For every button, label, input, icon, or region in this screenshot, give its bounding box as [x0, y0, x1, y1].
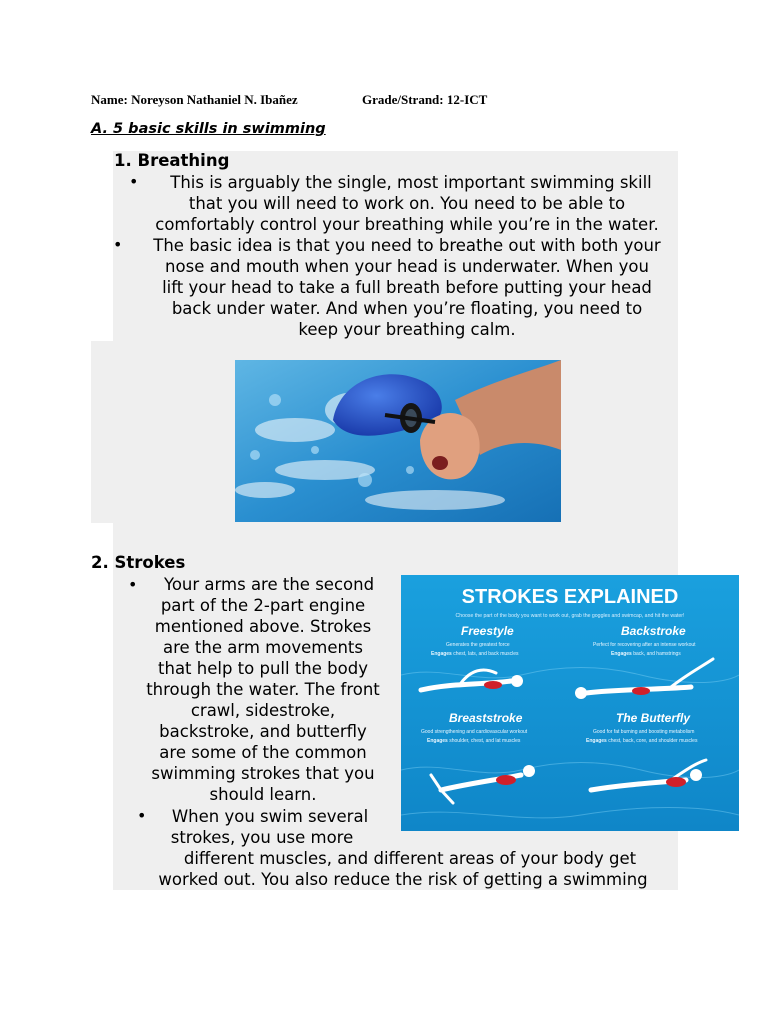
- engages-text: back, and hamstrings: [633, 651, 681, 657]
- strokes-bullet-1: [132, 574, 394, 805]
- section-title: A. 5 basic skills in swimming: [91, 121, 326, 137]
- butterfly-engages: [586, 738, 698, 744]
- text-line: are some of the common: [159, 743, 367, 762]
- breathing-heading: [114, 151, 229, 170]
- infographic-title: STROKES EXPLAINED: [461, 586, 679, 608]
- text-line: This is arguably the single, most important swimming skill: [170, 173, 652, 192]
- text-line: comfortably control your breathing while you’re in the water.: [155, 215, 659, 234]
- engages-text: chest, back, core, and shoulder muscles: [608, 738, 698, 744]
- freestyle-name: Freestyle: [461, 624, 514, 638]
- backstroke-name: Backstroke: [621, 624, 686, 638]
- text-line: keep your breathing calm.: [298, 320, 516, 339]
- breathing-bullet-1: [132, 172, 682, 235]
- text-line: that you will need to work on. You need to be able to: [188, 194, 626, 213]
- text-line: nose and mouth when your head is underwater. When you: [165, 257, 649, 276]
- text-line: different muscles, and different areas of your body get: [183, 849, 637, 868]
- text-line: backstroke, and butterfly: [159, 722, 367, 741]
- text-line: strokes, you use more: [170, 828, 354, 847]
- text-line: part of the 2-part engine: [160, 596, 366, 615]
- strokes-bullet-2: [132, 806, 392, 848]
- backstroke-engages: [611, 651, 681, 657]
- swimmer-photo: [235, 360, 561, 522]
- text-line: swimming strokes that you: [151, 764, 375, 783]
- text-line: are the arm movements: [162, 638, 363, 657]
- text-line: crawl, sidestroke,: [190, 701, 336, 720]
- freestyle-desc: Generates the greatest force: [446, 642, 510, 648]
- backstroke-desc: Perfect for recovering after an intense workout: [593, 642, 696, 648]
- breathing-bullet-2: [132, 235, 682, 340]
- strokes-bullet-2-cont: [128, 848, 678, 890]
- breaststroke-engages: [427, 738, 521, 744]
- text-line: lift your head to take a full breath before putting your head: [162, 278, 652, 297]
- infographic-subtitle: Choose the part of the body you want to work out, grab the goggles and swimcap, and hit the water!: [455, 613, 685, 619]
- bullet-dot: •: [113, 235, 123, 254]
- text-line: worked out. You also reduce the risk of getting a swimming: [158, 870, 648, 889]
- bullet-dot: •: [129, 172, 139, 191]
- student-name: Name: Noreyson Nathaniel N. Ibañez: [91, 92, 298, 107]
- grade-strand: Grade/Strand: 12-ICT: [362, 92, 488, 107]
- text-line: that help to pull the body: [158, 659, 368, 678]
- document-header: [91, 92, 488, 108]
- engages-text: shoulder, chest, and lat muscles: [449, 738, 521, 744]
- butterfly-name: The Butterfly: [616, 711, 691, 725]
- text-line: The basic idea is that you need to breathe out with both your: [153, 236, 661, 255]
- engages-label: Engages: [427, 738, 448, 744]
- bullet-dot: •: [128, 575, 138, 594]
- engages-label: Engages: [611, 651, 632, 657]
- engages-label: Engages: [586, 738, 607, 744]
- text-line: Your arms are the second: [163, 575, 375, 594]
- bullet-dot: •: [137, 806, 147, 825]
- breaststroke-name: Breaststroke: [449, 711, 523, 725]
- text-line: When you swim several: [171, 807, 369, 826]
- breathing-heading-number: 1.: [114, 151, 132, 170]
- butterfly-desc: Good for fat burning and boosting metabolism: [593, 729, 695, 735]
- text-line: should learn.: [209, 785, 317, 804]
- breathing-heading-text: Breathing: [137, 151, 230, 170]
- engages-text: chest, lats, and back muscles: [453, 651, 519, 657]
- freestyle-engages: [431, 651, 519, 657]
- text-line: back under water. And when you’re floating, you need to: [171, 299, 643, 318]
- strokes-infographic: [401, 575, 739, 831]
- breaststroke-desc: Good strengthening and cardiovascular workout: [421, 729, 528, 735]
- engages-label: Engages: [431, 651, 452, 657]
- text-line: through the water. The front: [146, 680, 380, 699]
- strokes-heading: 2. Strokes: [91, 553, 186, 572]
- text-line: mentioned above. Strokes: [154, 617, 372, 636]
